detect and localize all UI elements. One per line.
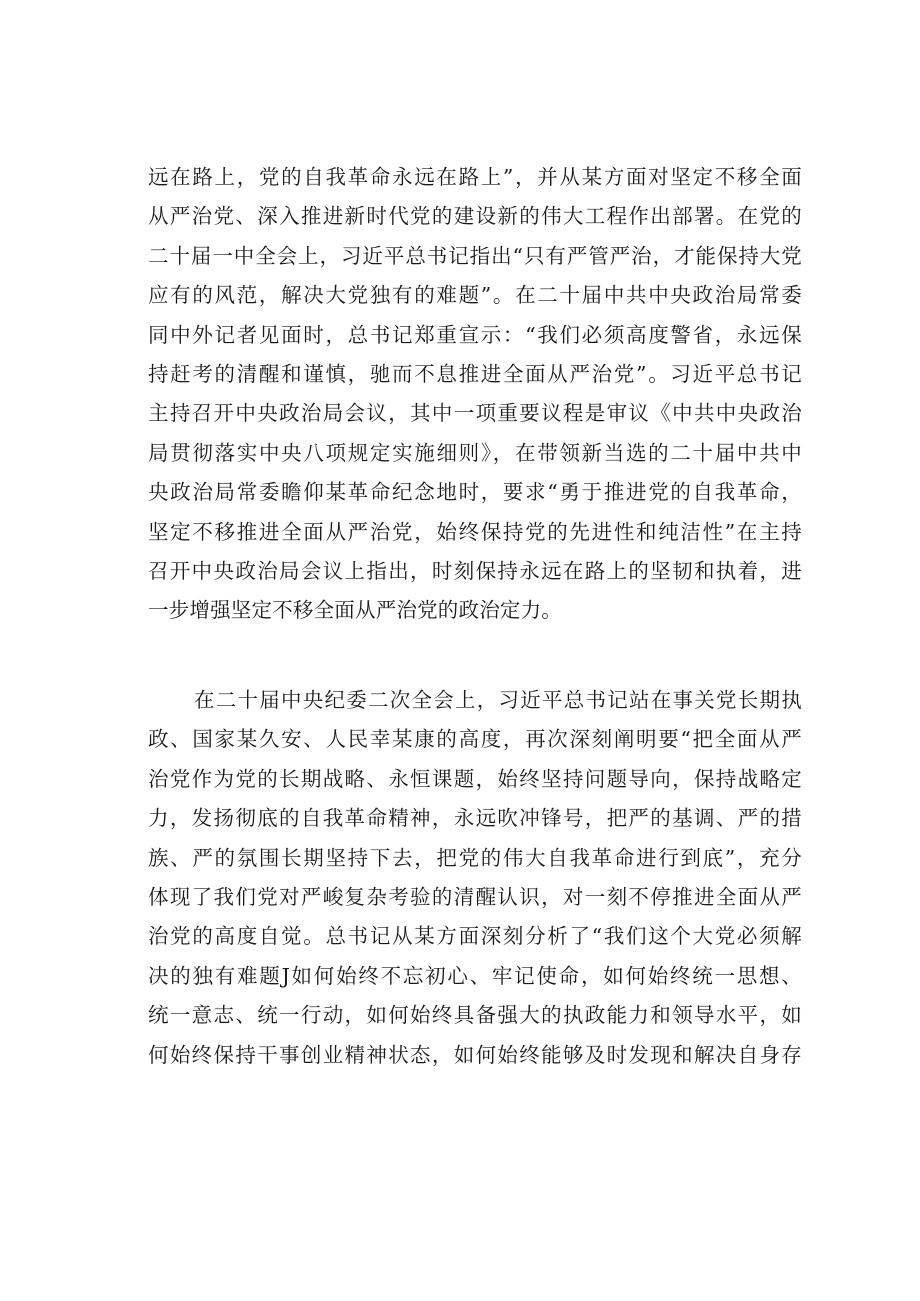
paragraph-line: 治党作为党的长期战略、永恒课题，始终坚持问题导向，保持战略定: [148, 766, 802, 791]
paragraph-line: 持赶考的清醒和谨慎，驰而不息推进全面从严治党”。习近平总书记: [148, 361, 802, 386]
paragraph-line: 体现了我们党对严峻复杂考验的清醒认识，对一刻不停推进全面从严: [148, 884, 802, 909]
paragraph-line: 统一意志、统一行动，如何始终具备强大的执政能力和领导水平，如: [148, 1003, 802, 1028]
paragraph-line: 政、国家某久安、人民幸某康的高度，再次深刻阐明要“把全面从严: [148, 727, 802, 752]
paragraph-line: 坚定不移推进全面从严治党，始终保持党的先进性和纯洁性”在主持: [148, 519, 802, 544]
paragraph-2: [148, 681, 802, 1075]
paragraph-line: 同中外记者见面时，总书记郑重宣示：“我们必须高度警省，永远保: [148, 322, 802, 347]
paragraph-line: 治党的高度自觉。总书记从某方面深刻分析了“我们这个大党必须解: [148, 924, 802, 949]
paragraph-line: 一步增强坚定不移全面从严治党的政治定力。: [148, 598, 562, 623]
paragraph-line: 远在路上，党的自我革命永远在路上”，并从某方面对坚定不移全面: [148, 165, 802, 189]
paragraph-line: 从严治党、深入推进新时代党的建设新的伟大工程作出部署。在党的: [148, 204, 802, 229]
paragraph-1: [148, 158, 802, 631]
paragraph-line: 局贯彻落实中央八项规定实施细则》，在带领新当选的二十届中共中: [148, 440, 802, 465]
paragraph-line: 二十届一中全会上，习近平总书记指出“只有严管严治，才能保持大党: [148, 243, 802, 268]
paragraph-line: 在二十届中央纪委二次全会上，习近平总书记站在事关党长期执: [194, 688, 802, 712]
paragraph-line: 央政治局常委瞻仰某革命纪念地时，要求“勇于推进党的自我革命，: [148, 480, 802, 505]
paragraph-line: 何始终保持干事创业精神状态，如何始终能够及时发现和解决自身存: [148, 1042, 802, 1067]
paragraph-line: 应有的风范，解决大党独有的难题”。在二十届中共中央政治局常委: [148, 283, 802, 308]
paragraph-line: 主持召开中央政治局会议，其中一项重要议程是审议《中共中央政治: [148, 401, 802, 426]
paragraph-line: 力，发扬彻底的自我革命精神，永远吹冲锋号，把严的基调、严的措: [148, 806, 802, 831]
paragraph-line: 决的独有难题J如何始终不忘初心、牢记使命，如何始终统一思想、: [148, 963, 802, 988]
paragraph-line: 族、严的氛围长期坚持下去，把党的伟大自我革命进行到底”，充分: [148, 845, 802, 870]
paragraph-line: 召开中央政治局会议上指出，时刻保持永远在路上的坚韧和执着，进: [148, 558, 802, 583]
